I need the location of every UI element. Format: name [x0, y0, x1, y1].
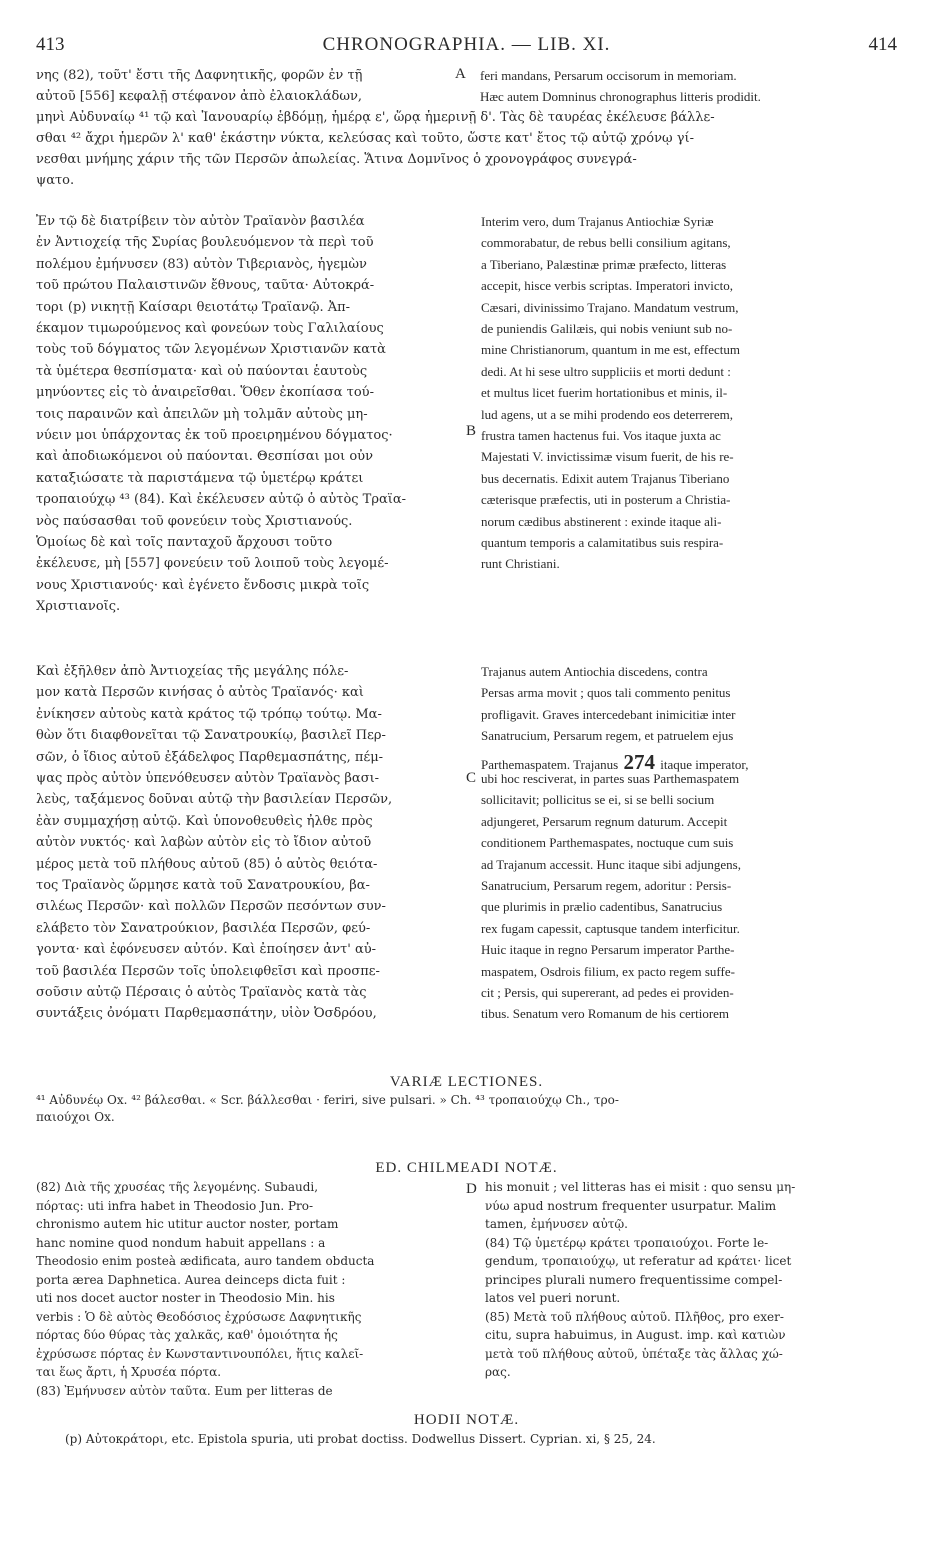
latin-line: maspatem, Osdrois filium, ex pacto regem suffe- — [481, 963, 735, 979]
page-header — [36, 34, 897, 58]
latin-line: Majestati V. invictissimæ visum fuerit, de his re- — [481, 449, 734, 465]
greek-line: τροπαιούχῳ ⁴³ (84). Καὶ ἐκέλευσεν αὐτῷ ὁ αὐτὸς Τραϊα- — [36, 492, 407, 508]
greek-line: τοὺς τοῦ δόγματος τῶν λεγομένων Χριστιανῶν κατὰ — [36, 342, 386, 358]
greek-line: νὸς παύσασθαι τοῦ φονεύειν τοὺς Χριστιανούς. — [36, 513, 353, 529]
greek-line: σῶν, ὁ ἴδιος αὐτοῦ ἐξάδελφος Παρθεμασπάτης, πέμ- — [36, 749, 384, 765]
greek-line: γοντα· καὶ ἐφόνευσεν αὐτόν. Καὶ ἐποίησεν ἀντ' αὐ- — [36, 942, 377, 958]
greek-line: έκαμον τιμωρούμενος καὶ φονεύων τοὺς Γαλιλαίους — [36, 321, 384, 336]
latin-line: et multus licet fuerim hortationibus et minis, il- — [481, 385, 728, 401]
latin-line: ad Trajanum accessit. Hunc itaque sibi adjungens, — [481, 856, 741, 872]
latin-line: de puniendis Galilæis, qui nobis veniunt sub no- — [481, 321, 733, 336]
greek-line: καὶ ἀποδιωκόμενοι οὐ παύονται. Θεσπίσαι μοι οὖν — [36, 449, 373, 465]
greek-line: νους Χριστιανούς· καὶ ἐγένετο ἔνδοσις μικρὰ τοῖς — [36, 577, 370, 593]
latin-line: Sanatrucium, Persarum regem, adoritur : Persis- — [481, 878, 732, 893]
greek-line: συντάξεις ὀνόματι Παρθεμασπάτην, υἱὸν Ὀσδρόου, — [36, 1006, 377, 1022]
variae-line-2: παιούχοι Ox. — [36, 1110, 115, 1124]
latin-line: norum cædibus abstinerent : exinde itaque ali- — [481, 513, 722, 529]
greek-line: νεσθαι μνήμης χάριν τῆς τῶν Περσῶν ἀπωλείας. Ἅτινα Δομνῖνος ὁ χρονογράφος συνεγρά- — [36, 152, 637, 167]
latin-line: Interim vero, dum Trajanus Antiochiæ Syriæ — [481, 214, 714, 229]
latin-line: lud agens, ut a se mihi prodendo eos deterrerem, — [481, 406, 733, 422]
greek-line: λεὺς, ταξάμενος δοῦναι αὐτῷ τὴν βασιλείαν Περσῶν, — [36, 792, 393, 808]
greek-line: Χριστιανοῖς. — [36, 599, 121, 615]
note-line: νύω apud nostrum frequenter usurpatur. Malim — [485, 1198, 777, 1213]
greek-line: τοῦ βασιλέα Περσῶν τοῖς ὑπολειφθεῖσι καὶ προσπε- — [36, 963, 380, 979]
latin-line: frustra tamen hactenus fui. Vos itaque juxta ac — [481, 428, 721, 443]
greek-line: σιλέως Περσῶν· καὶ πολλῶν Περσῶν πεσόντων συν- — [36, 899, 386, 915]
latin-line: Cæsari, divinissimo Trajano. Mandatum vestrum, — [481, 299, 739, 315]
note-line: (83) Ἐμήνυσεν αὐτὸν ταῦτα. Eum per litteras de — [36, 1383, 333, 1398]
greek-line: καταξιώσατε τὰ παριστάμενα τῷ ὑμετέρῳ κράτει — [36, 470, 364, 486]
greek-line: ἐὰν συμμαχήσῃ αὐτῷ. Καὶ ὑπονοθευθεὶς ἦλθε πρὸς — [36, 813, 373, 829]
greek-line: μέρος μετὰ τοῦ πλήθους αὐτοῦ (85) ὁ αὐτὸς θειότα- — [36, 856, 378, 872]
note-line: latos vel pueri norunt. — [485, 1291, 621, 1305]
greek-line: ψατο. — [36, 173, 75, 188]
greek-line: τὰ ὑμέτερα θεσπίσματα· καὶ οὐ παύονται ἑαυτοὺς — [36, 363, 368, 379]
latin-line: que plurimis in prælio cadentibus, Sanatrucius — [481, 899, 723, 915]
note-line: (82) Διὰ τῆς χρυσέας τῆς λεγομένης. Subaudi, — [36, 1180, 319, 1194]
greek-line: Καὶ ἐξῆλθεν ἀπὸ Ἀντιοχείας τῆς μεγάλης πόλε- — [36, 664, 349, 679]
running-title: CHRONOGRAPHIA. — LIB. XI. — [322, 34, 611, 55]
hodii-title: HODII NOTÆ. — [413, 1412, 520, 1428]
note-line: (85) Μετὰ τοῦ πλήθους αὐτοῦ. Πλῆθος, pro exer- — [485, 1309, 784, 1324]
latin-line: Parthemaspatem. Trajanus 274 itaque imperator, — [481, 749, 749, 774]
note-line: πόρτας δύο θύρας τὰς χαλκᾶς, καθ' ὁμοιότητα ἧς — [36, 1328, 338, 1342]
margin-mark-b: B — [466, 423, 477, 439]
note-line: porta ærea Daphnetica. Aurea deinceps dicta fuit : — [36, 1272, 346, 1287]
greek-line: μηνὶ Αὐδυναίῳ ⁴¹ τῷ καὶ Ἰανουαρίῳ ἑβδόμῃ, ἡμέρᾳ ε', ὥρᾳ ἡμερινῇ δ'. Τὰς δὲ ταυρέας ἐκέλευσε βάλλε- — [36, 110, 715, 125]
greek-line: ελάβετο τὸν Σανατρούκιον, βασιλέα Περσῶν, φεύ- — [36, 920, 371, 936]
greek-line: νης (82), τοῦτ' ἔστι τῆς Δαφνητικῆς, φορῶν ἐν τῇ — [36, 68, 363, 83]
note-line: ἐχρύσωσε πόρτας ἐν Κωνσταντινουπόλει, ἥτις καλεῖ- — [36, 1346, 364, 1361]
latin-line: bus decernatis. Edixit autem Trajanus Tiberiano — [481, 470, 730, 486]
note-line: gendum, τροπαιούχῳ, ut referatur ad κράτει· licet — [485, 1254, 792, 1268]
chilmead-title: ED. CHILMEADI NOTÆ. — [375, 1160, 558, 1176]
variae-title: VARIÆ LECTIONES. — [389, 1074, 544, 1090]
latin-line: profligavit. Graves intercedebant inimicitiæ inter — [481, 706, 736, 722]
latin-line-tail: itaque imperator, — [660, 756, 749, 772]
greek-line: τορι (p) νικητῇ Καίσαρι θειοτάτῳ Τραϊανῷ. Ἀπ- — [36, 299, 351, 315]
note-line: πόρτας: uti infra habet in Theodosio Jun. Pro- — [36, 1198, 314, 1213]
note-line: (84) Τῷ ὑμετέρῳ κράτει τροπαιούχοι. Forte le- — [485, 1235, 769, 1250]
note-line: his monuit ; vel litteras has ei misit : quo sensu μη- — [485, 1180, 796, 1194]
greek-line: αὐτοῦ [556] κεφαλῇ στέφανον ἀπὸ ἐλαιοκλάδων, — [36, 89, 362, 104]
note-line: chronismo autem hic utitur auctor noster, portam — [36, 1217, 339, 1231]
column-number: 274 — [618, 749, 661, 774]
greek-line: σοῦσιν αὐτῷ Πέρσαις ὁ αὐτὸς Τραϊανὸς κατὰ τὰς — [36, 985, 367, 1000]
page-number-right: 414 — [868, 34, 897, 55]
latin-line: rex fugam capessit, captusque tandem interficitur. — [481, 920, 740, 936]
greek-line: ἐν Ἀντιοχείᾳ τῆς Συρίας βουλευόμενον τὰ περὶ τοῦ — [36, 235, 374, 251]
latin-line: a Tiberiano, Palæstinæ primæ præfecto, litteras — [481, 256, 727, 272]
greek-line: ψας πρὸς αὐτὸν ὑπενόθευσεν αὐτὸν Τραϊανὸς βασι- — [36, 771, 380, 786]
hodii-note: (p) Αὐτοκράτορι, etc. Epistola spuria, uti probat doctiss. Dodwellus Dissert. Cyprian. xi, § 25, 24. — [65, 1432, 656, 1446]
latin-line: commorabatur, de rebus belli consilium agitans, — [481, 235, 731, 251]
latin-line: dedi. At hi sese ultro suppliciis et morti dedunt : — [481, 363, 731, 379]
greek-line: νύειν μοι ὑπάρχοντας ἐκ τοῦ προειρημένου δόγματος· — [36, 428, 393, 443]
note-line: μετὰ τοῦ πλήθους αὐτοῦ, ὑπέταξε τὰς ἄλλας χώ- — [485, 1346, 783, 1361]
greek-line: τοις παραινῶν καὶ ἀπειλῶν μὴ τολμᾶν αὐτοὺς μη- — [36, 406, 368, 422]
latin-line: adjungeret, Persarum regnum daturum. Accepit — [481, 813, 728, 829]
greek-line: Ἐν τῷ δὲ διατρίβειν τὸν αὐτὸν Τραϊανὸν βασιλέα — [36, 214, 365, 229]
greek-line: μον κατὰ Περσῶν κινήσας ὁ αὐτὸς Τραϊανός· καὶ — [36, 685, 364, 701]
greek-line: σθαι ⁴² ἄχρι ἡμερῶν λ' καθ' ἑκάστην νύκτα, κελεύσας καὶ τοῦτο, ὥστε κατ' ἔτος τῷ αὐτῷ χρόνῳ γί- — [36, 131, 695, 146]
note-line: ρας. — [485, 1365, 511, 1379]
latin-line: conditionem Parthemaspates, noctuque cum suis — [481, 835, 734, 851]
latin-line: Persas arma movit ; quos tali commento penitus — [481, 685, 731, 701]
latin-line: mine Christianorum, quantum in me est, effectum — [481, 342, 740, 358]
margin-mark-c: C — [466, 770, 477, 786]
latin-line: sollicitavit; pollicitus se ei, si se belli socium — [481, 792, 715, 808]
greek-line: Ὁμοίως δὲ καὶ τοῖς πανταχοῦ ἄρχουσι τοῦτο — [36, 535, 333, 550]
latin-line: quantum temporis a calamitatibus suis respira- — [481, 535, 724, 550]
greek-line: τοῦ πρώτου Παλαιστινῶν ἔθνους, ταῦτα· Αὐτοκρά- — [36, 278, 375, 294]
latin-line: Huic itaque in regno Persarum imperator Parthe- — [481, 942, 735, 958]
greek-line: μηνύοντες εἰς τὸ ἀναιρεῖσθαι. Ὅθεν ἐκοπίασα τού- — [36, 385, 374, 401]
note-line: uti nos docet auctor noster in Theodosio Min. his — [36, 1291, 335, 1305]
latin-line: feri mandans, Persarum occisorum in memoriam. — [480, 68, 737, 83]
latin-line: cit ; Persis, qui supererant, ad pedes ei providen- — [481, 985, 734, 1000]
latin-line: ubi hoc resciverat, in partes suas Parthemaspatem — [481, 771, 740, 786]
greek-line: αὐτὸν νυκτός· καὶ λαβὼν αὐτὸν εἰς τὸ ἴδιον αὐτοῦ — [36, 835, 372, 851]
margin-mark-d: D — [466, 1181, 477, 1197]
latin-line: runt Christiani. — [481, 556, 560, 572]
note-line: tamen, ἐμήνυσεν αὐτῷ. — [485, 1217, 628, 1231]
note-line: hanc nomine quod nondum habuit appellans : a — [36, 1235, 326, 1250]
greek-line: θὼν ὅτι διαφθονεῖται τῷ Σανατρουκίῳ, βασιλεῖ Περ- — [36, 728, 386, 744]
note-line: verbis : Ὁ δὲ αὐτὸς Θεοδόσιος ἐχρύσωσε Δαφνητικῆς — [36, 1309, 362, 1324]
latin-line: Trajanus autem Antiochia discedens, contra — [481, 664, 708, 679]
greek-line: ἐκέλευσε, μὴ [557] φονεύειν τοῦ λοιποῦ τοὺς λεγομέ- — [36, 556, 389, 572]
note-line: Theodosio enim posteà ædificata, auro tandem obducta — [36, 1254, 375, 1268]
greek-line: τος Τραϊανὸς ὥρμησε κατὰ τοῦ Σανατρουκίου, βα- — [36, 878, 370, 893]
note-line: principes plurali numero frequentissime compel- — [485, 1272, 783, 1287]
note-line: citu, supra habuimus, in August. imp. καὶ κατιὼν — [485, 1328, 786, 1342]
latin-line: tibus. Senatum vero Romanum de his certiorem — [481, 1006, 730, 1022]
latin-line: accepit, hisce verbis scriptas. Imperatori invicto, — [481, 278, 733, 294]
page-number-left: 413 — [36, 34, 65, 55]
note-line: ται ἕως ἄρτι, ἡ Χρυσέα πόρτα. — [36, 1365, 222, 1379]
variae-line-1: ⁴¹ Αὐδυνέῳ Ox. ⁴² βάλεσθαι. « Scr. βάλλεσθαι · feriri, sive pulsari. » Ch. ⁴³ τροπαιούχῳ Ch., τρο- — [36, 1093, 619, 1107]
greek-line: πολέμου ἐμήνυσεν (83) αὐτὸν Τιβεριανὸς, ἡγεμὼν — [36, 256, 367, 272]
greek-line: ἐνίκησεν αὐτοὺς κατὰ κράτος τῷ τρόπῳ τούτῳ. Μα- — [36, 706, 382, 722]
margin-mark-a: A — [455, 66, 466, 82]
latin-line: Hæc autem Domninus chronographus litteris prodidit. — [480, 89, 761, 104]
latin-line: Sanatrucium, Persarum regem, et patruelem ejus — [481, 728, 734, 744]
latin-line: cæterisque præfectis, uti in posterum a Christia- — [481, 492, 731, 508]
